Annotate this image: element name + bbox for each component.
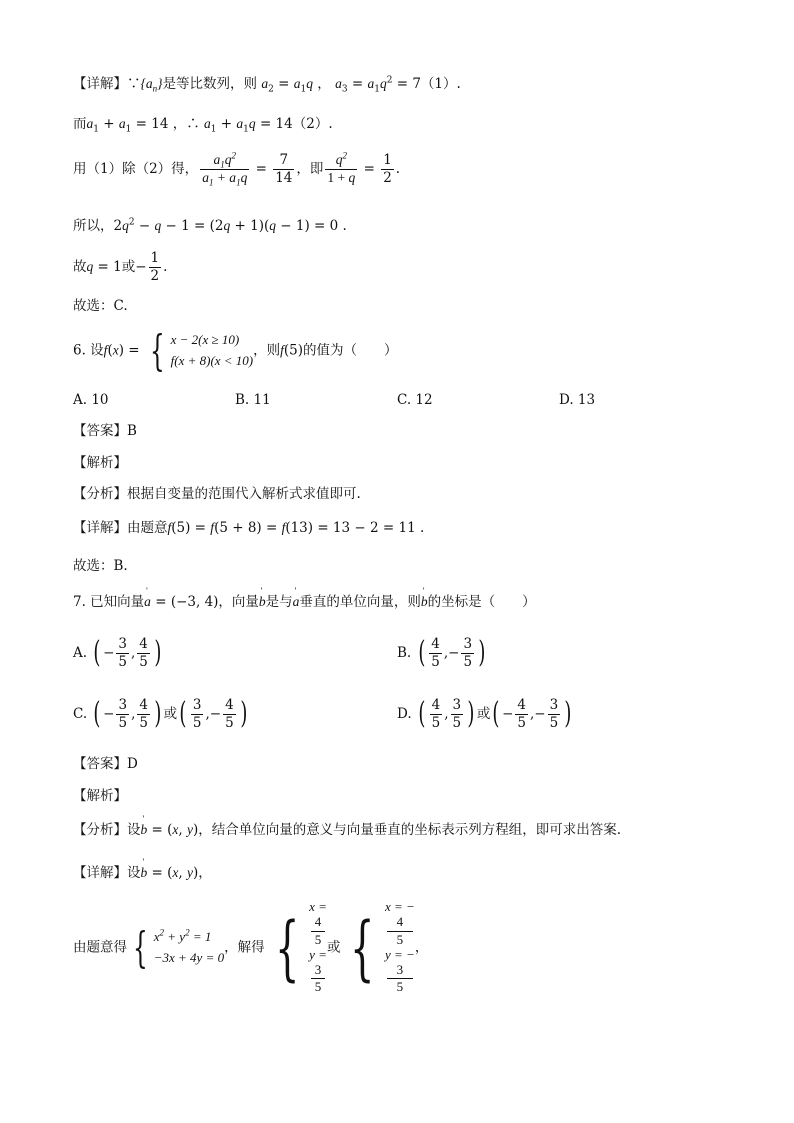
q7-option-b-label: B.: [397, 644, 412, 661]
q7-sys-mid: ，解得: [224, 939, 265, 956]
q7-option-a[interactable]: A. ( − $\frac{3}{5}$ , $\frac{4}{5}$ ): [73, 635, 162, 671]
q6-analysis-line: [73, 486, 361, 502]
q7-option-c[interactable]: C. ( − $\frac{3}{5}$ , $\frac{4}{5}$ ) 或( $\frac{3}{5}$ ,− $\frac{4}{5}$ ): [73, 696, 248, 732]
q7-stem-c: 是与: [265, 594, 293, 610]
q7-detail-suffix: ，: [198, 865, 212, 881]
analyze-tag: 【分析】: [73, 822, 127, 838]
q7-detail-line: 【详解】设' b = (x, y)，: [73, 865, 212, 881]
q6-stem-then: ，则: [253, 342, 281, 359]
fraction: $\frac{1}{2}$: [150, 250, 160, 284]
q5-text-8: 故: [73, 258, 87, 275]
q5-detail-line-2: 而$a_1 + a_1 = 14$ ，∴ $a_1 + a_1q = 14(2)$.: [73, 116, 333, 135]
analyze-tag: 【分析】: [73, 486, 127, 502]
q6-answer-line: [73, 423, 137, 439]
q7-option-a-label: A.: [73, 644, 88, 661]
q7-sys-or: 或: [326, 939, 341, 956]
q7-option-d[interactable]: D. ( $\frac{4}{5}$ , $\frac{3}{5}$ ) 或( − $\frac{4}{5}$ ,− $\frac{3}{5}$ ): [397, 696, 572, 732]
brace: {: [350, 906, 375, 989]
answer-tag: 【答案】: [73, 756, 127, 772]
or-word: 或: [163, 705, 178, 722]
fraction: $\frac{1}{2}$: [383, 152, 392, 186]
q6-option-c[interactable]: C. 12: [397, 392, 433, 408]
q6-final-answer: 故选：B.: [73, 558, 128, 574]
q5-text-3: 而: [73, 116, 87, 132]
q7-sys-end: ，: [414, 939, 429, 956]
q7-answer-line: [73, 756, 138, 772]
q7-detail-prefix: 设: [127, 865, 141, 881]
q7-analysis-prefix: 设: [127, 822, 141, 838]
equation-system: $x^2 + y^2 = 1$ −3x + 4y = 0: [153, 927, 225, 965]
q7-analysis-line: 【分析】设' b = (x, y)，结合单位向量的意义与向量垂直的坐标表示列方程组，即可求出答案.: [73, 822, 621, 838]
q7-answer-value: D: [127, 756, 138, 772]
q5-detail-line-1: 【详解】$\because\{a_n\}$是等比数列，则 $a_2 = a_1q$ ， $a_3 = a_1q^2 = 7(1)$.: [73, 75, 461, 95]
or-word: 或: [476, 705, 491, 722]
q7-option-d-label: D.: [397, 705, 412, 722]
q6-option-d[interactable]: D. 13: [559, 392, 596, 408]
fraction: $\frac{q^2}{1 + q}$: [327, 150, 356, 185]
q6-analysis-text: 根据自变量的范围代入解析式求值即可.: [127, 486, 361, 502]
q6-answer-value: B: [127, 423, 137, 439]
q7-analysis-tag: 【解析】: [73, 788, 127, 804]
piecewise-system: x − 2(x ≥ 10) f(x + 8)(x < 10): [170, 332, 254, 368]
q7-stem-d: 垂直的单位向量，则: [299, 594, 421, 610]
q5-text-9: 或: [121, 258, 136, 275]
detail-tag: 【详解】: [73, 76, 127, 92]
fraction: $\frac{a_1q^2}{a_1 + a_1q}$: [202, 150, 248, 188]
detail-tag: 【详解】: [73, 520, 127, 536]
brace: {: [133, 922, 148, 972]
answer-tag: 【答案】: [73, 423, 127, 439]
detail-tag: 【详解】: [73, 865, 127, 881]
q5-final-answer: 故选：C.: [73, 298, 128, 314]
brace: {: [274, 906, 300, 989]
q5-text-1: 是等比数列，则: [162, 76, 258, 92]
solution-system-2: x = − 4 5 y = − 3 5: [384, 899, 415, 995]
q6-detail-line: 【详解】由题意f(5) = f(5 + 8) = f(13) = 13 − 2 = 11 .: [73, 520, 425, 536]
fraction: $\frac{7}{14}$: [275, 152, 293, 186]
q7-option-b[interactable]: B. ( $\frac{4}{5}$ ,− $\frac{3}{5}$ ): [397, 635, 486, 671]
brace: {: [149, 326, 165, 375]
q5-text-2: （1）.: [420, 76, 461, 92]
q7-stem-e: 的坐标是（ ）: [427, 594, 536, 610]
q6-detail-prefix: 由题意: [127, 520, 168, 536]
q6-stem: 6. 设f(x) = { x − 2(x ≥ 10) f(x + 8)(x < 10) ，则f(5)的值为（ ）: [73, 326, 398, 375]
q5-text-7: 所以，: [73, 218, 114, 234]
q5-detail-line-5: 故q = 1或− $\frac{1}{2}$ .: [73, 250, 168, 284]
q6-stem-suffix: 的值为（ ）: [303, 342, 398, 359]
q6-option-b[interactable]: B. 11: [235, 392, 271, 408]
q6-option-a[interactable]: A. 10: [73, 392, 109, 408]
q5-text-6: ，即: [296, 160, 324, 177]
q7-stem-a: 7. 已知向量: [73, 594, 145, 610]
q5-text-4: （2）.: [292, 116, 333, 132]
q7-sys-prefix: 由题意得: [73, 939, 127, 956]
q7-option-c-label: C.: [73, 705, 88, 722]
q6-analysis-tag: 【解析】: [73, 455, 127, 471]
solution-system-1: x = 4 5 y = 3 5: [309, 899, 327, 995]
q5-detail-line-3: 用（1）除（2）得， $\frac{a_1q^2}{a_1 + a_1q}$ = $\frac{7}{14}$ ，即 $\frac{q^2}{1 + q}$ = $\frac{1}{2}$ .: [73, 150, 401, 188]
q7-stem: 7. 已知向量' a = (−3, 4)，向量' b是与' a垂直的单位向量，则' b的坐标是（ ）: [73, 594, 536, 610]
q5-detail-line-4: 所以，$2q^2 - q - 1 = (2q + 1)(q - 1) = 0$ .: [73, 217, 347, 234]
q7-analysis-suffix: ，结合单位向量的意义与向量垂直的坐标表示列方程组，即可求出答案.: [198, 822, 622, 838]
q5-text-5: 用（1）除（2）得，: [73, 160, 199, 177]
q7-system-line: [73, 900, 428, 996]
q6-stem-prefix: 6. 设: [73, 342, 104, 359]
q7-stem-b: ，向量: [218, 594, 259, 610]
